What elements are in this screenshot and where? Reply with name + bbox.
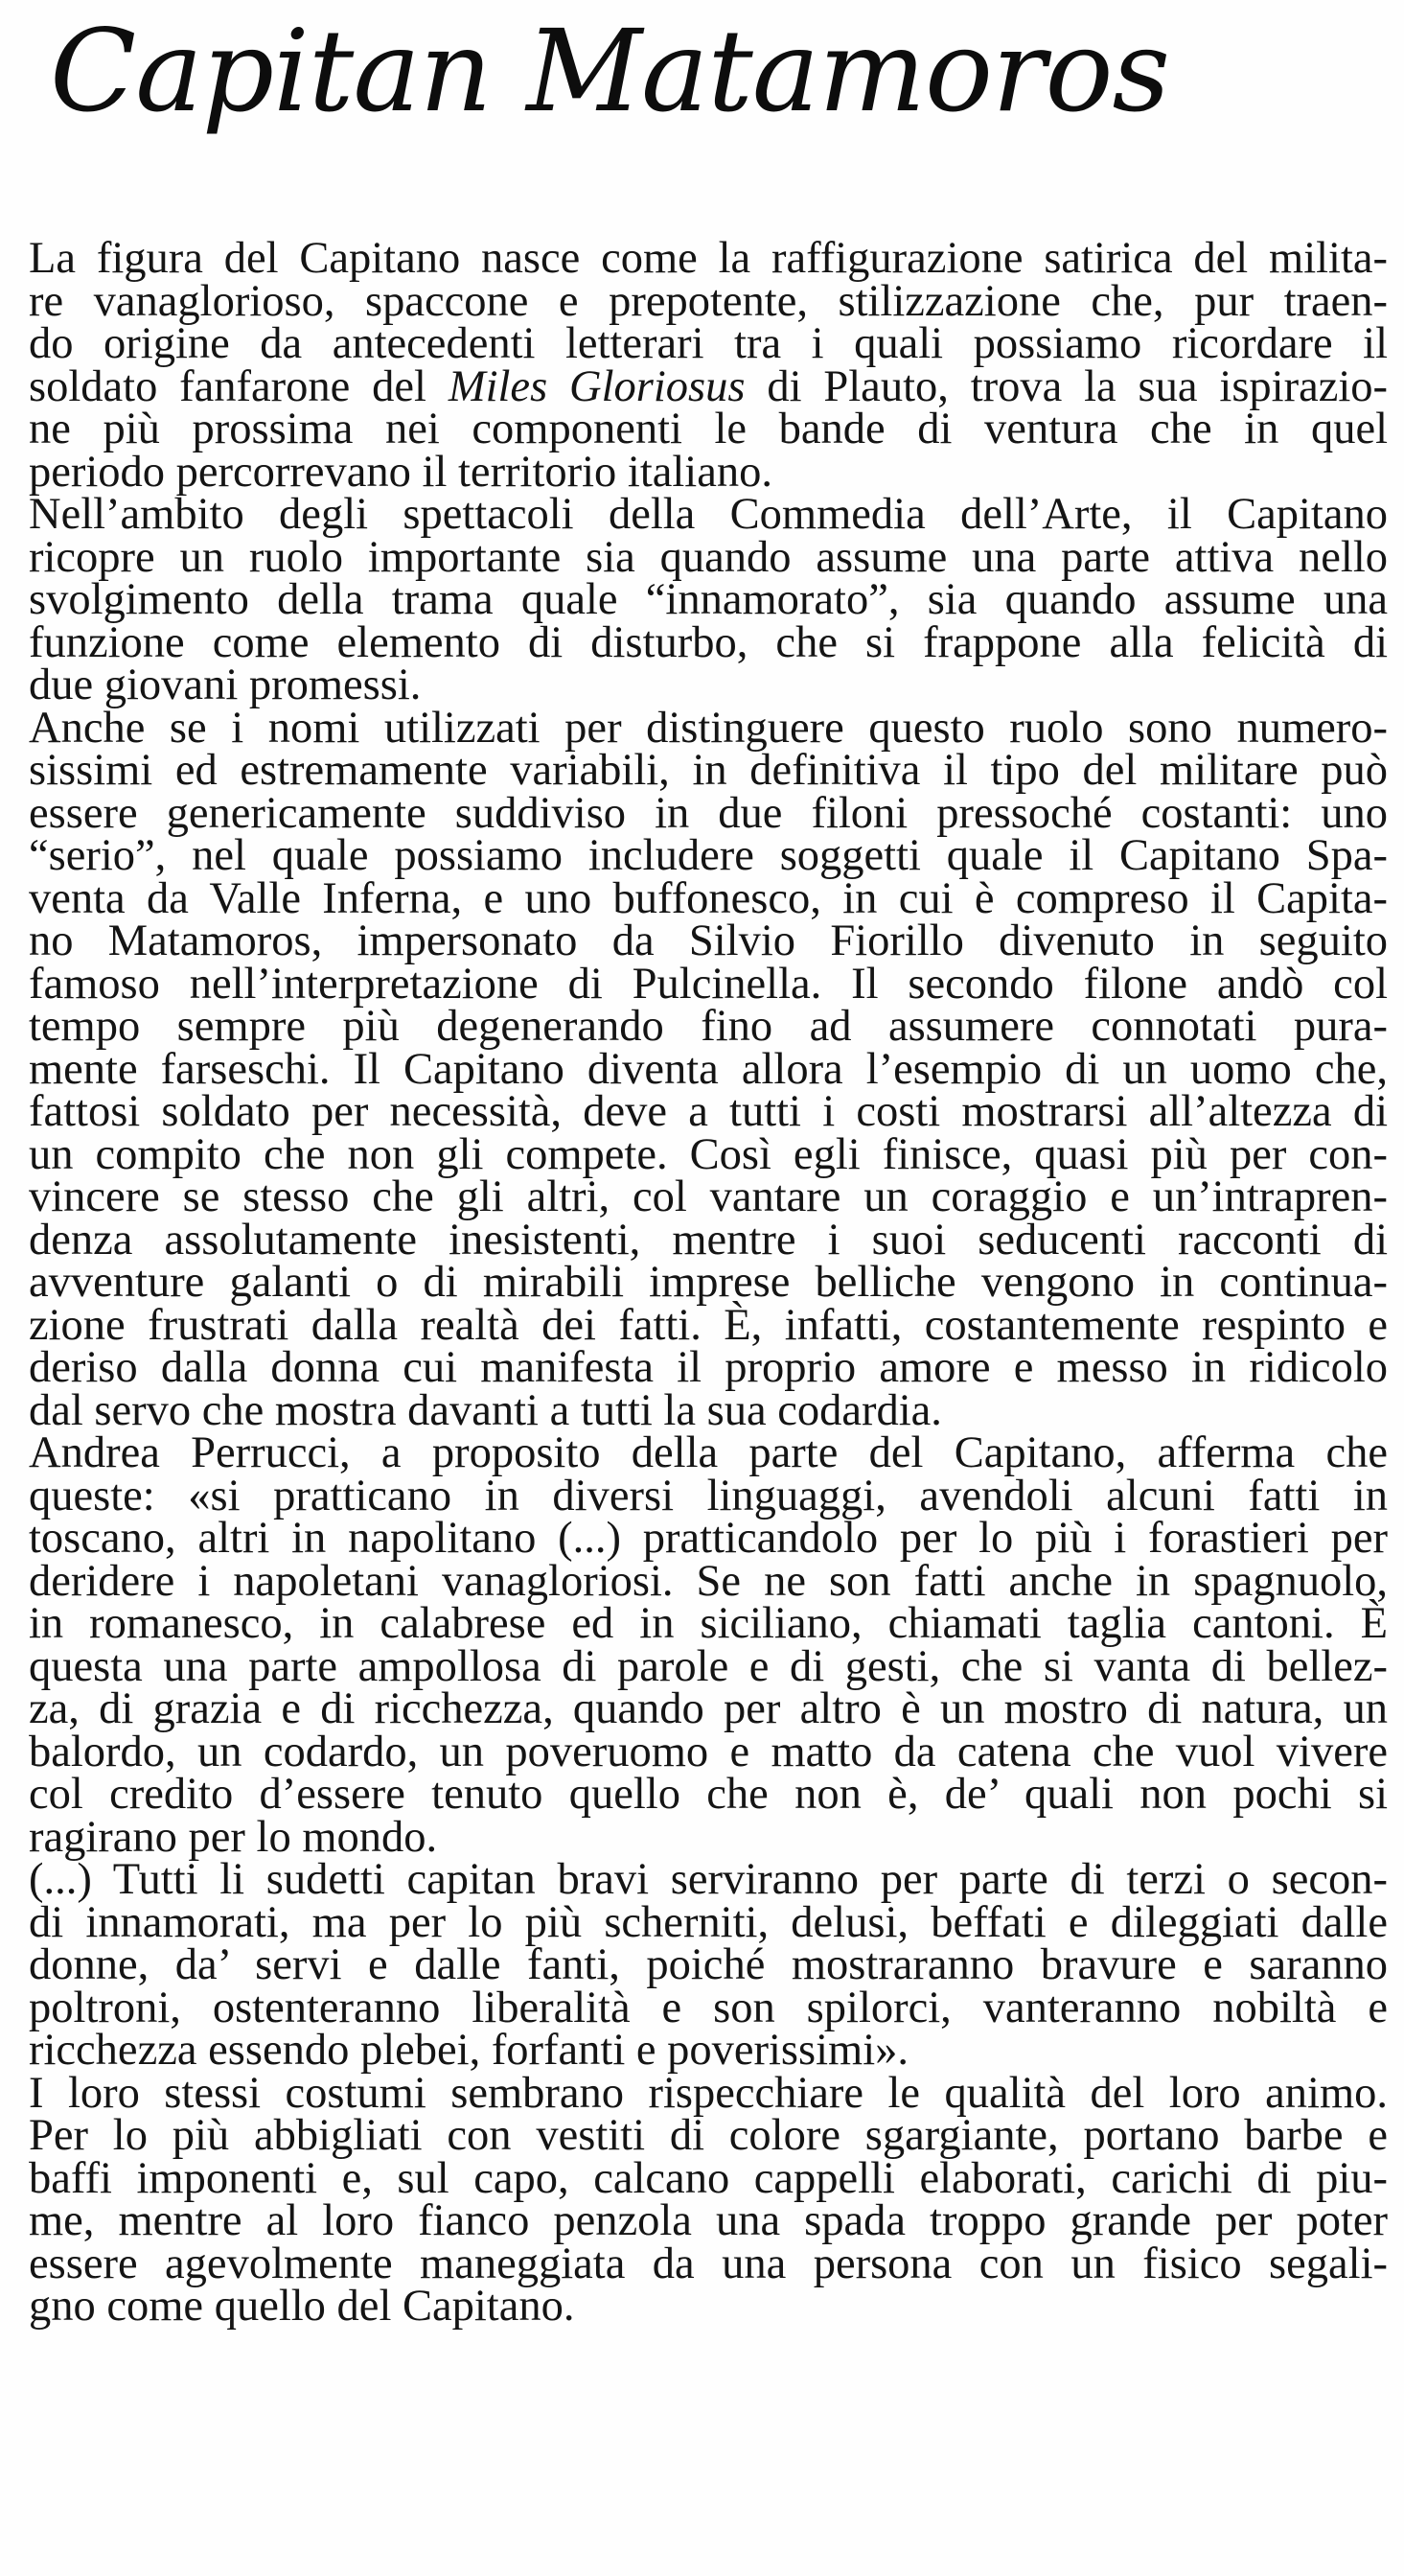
text-line: in romanesco, in calabrese ed in siciliano, chiamati taglia cantoni. È xyxy=(29,1599,1388,1648)
text-line: Nell’ambito degli spettacoli della Commedia dell’Arte, il Capitano xyxy=(29,490,1388,539)
text-line: col credito d’essere tenuto quello che non è, de’ quali non pochi si xyxy=(29,1770,1388,1819)
text-line: fattosi soldato per necessità, deve a tutti i costi mostrarsi all’altezza di xyxy=(29,1087,1388,1136)
text-line: no Matamoros, impersonato da Silvio Fiorillo divenuto in seguito xyxy=(29,917,1388,965)
text-line: poltroni, ostenteranno liberalità e son spilorci, vanteranno nobiltà e xyxy=(29,1983,1388,2032)
text-line: (...) Tutti li sudetti capitan bravi serviranno per parte di terzi o secon- xyxy=(29,1855,1388,1904)
text-line: questa una parte ampollosa di parole e di gesti, che si vanta di bellez- xyxy=(29,1641,1388,1691)
text-line: do origine da antecedenti letterari tra i quali possiamo ricordare il xyxy=(29,319,1388,368)
text-line: ricopre un ruolo importante sia quando assume una parte attiva nello xyxy=(29,532,1388,582)
text-line: deridere i napoletani vanagloriosi. Se ne son fatti anche in spagnuolo, xyxy=(29,1556,1388,1606)
text-line: periodo percorrevano il territorio italiano. xyxy=(29,447,772,497)
text-line: ne più prossima nei componenti le bande di ventura che in quel xyxy=(29,405,1388,453)
text-line: sissimi ed estremamente variabili, in definitiva il tipo del militare può xyxy=(29,746,1388,795)
text-line: ricchezza essendo plebei, forfanti e poverissimi». xyxy=(29,2026,909,2075)
text-line: baffi imponenti e, sul capo, calcano cappelli elaborati, carichi di piu- xyxy=(29,2153,1388,2203)
text-line: denza assolutamente inesistenti, mentre i suoi seducenti racconti di xyxy=(29,1215,1388,1265)
text-line: vincere se stesso che gli altri, col vantare un coraggio e un’intrapren- xyxy=(29,1172,1388,1221)
text-line: tempo sempre più degenerando fino ad assumere connotati pura- xyxy=(29,1002,1388,1051)
text-line: svolgimento della trama quale “innamorato”, sia quando assume una xyxy=(29,575,1388,624)
text-line: queste: «si pratticano in diversi linguaggi, avendoli alcuni fatti in xyxy=(29,1471,1388,1520)
text-line: mente farseschi. Il Capitano diventa allora l’esempio di un uomo che, xyxy=(29,1044,1388,1094)
text-line: due giovani promessi. xyxy=(29,661,422,709)
text-line: essere genericamente suddiviso in due filoni pressoché costanti: uno xyxy=(29,788,1388,838)
italic-work-title: Miles Gloriosus xyxy=(448,361,746,411)
text-line: Anche se i nomi utilizzati per distinguere questo ruolo sono numero- xyxy=(29,703,1388,753)
text-line: Andrea Perrucci, a proposito della parte del Capitano, afferma che xyxy=(29,1428,1388,1477)
text-line: Per lo più abbigliati con vestiti di colore sgargiante, portano barbe e xyxy=(29,2111,1388,2160)
text-line: funzione come elemento di disturbo, che si frappone alla felicità di xyxy=(29,617,1388,667)
text-line: “serio”, nel quale possiamo includere soggetti quale il Capitano Spa- xyxy=(29,831,1388,880)
text-line: toscano, altri in napolitano (...) pratticandolo per lo più i forastieri per xyxy=(29,1514,1388,1563)
text-line: za, di grazia e di ricchezza, quando per altro è un mostro di natura, un xyxy=(29,1684,1388,1733)
text-line: gno come quello del Capitano. xyxy=(29,2282,575,2331)
text-line: di innamorati, ma per lo più scherniti, delusi, beffati e dileggiati dalle xyxy=(29,1897,1388,1947)
text-line: balordo, un codardo, un poveruomo e matto da catena che vuol vivere xyxy=(29,1727,1388,1776)
page-title: Capitan Matamoros xyxy=(50,5,1170,137)
text-line: ragirano per lo mondo. xyxy=(29,1812,438,1862)
text-line: deriso dalla donna cui manifesta il proprio amore e messo in ridicolo xyxy=(29,1343,1388,1392)
text-line: I loro stessi costumi sembrano rispecchiare le qualità del loro animo. xyxy=(29,2068,1388,2118)
text-run: soldato fanfarone del xyxy=(29,361,449,411)
text-line: La figura del Capitano nasce come la raffigurazione satirica del milita- xyxy=(29,234,1388,283)
text-line: donne, da’ servi e dalle fanti, poiché mostraranno bravure e saranno xyxy=(29,1940,1388,1989)
text-line xyxy=(29,361,1389,411)
article-body xyxy=(29,234,1389,2331)
text-line: avventure galanti o di mirabili imprese belliche vengono in continua- xyxy=(29,1258,1388,1307)
text-line: venta da Valle Inferna, e uno buffonesco, in cui è compreso il Capita- xyxy=(29,873,1388,923)
text-line: famoso nell’interpretazione di Pulcinella. Il secondo filone andò col xyxy=(29,959,1388,1009)
text-line: essere agevolmente maneggiata da una persona con un fisico segali- xyxy=(29,2239,1388,2288)
text-run: di Plauto, trova la sua ispirazio- xyxy=(745,361,1389,411)
text-line: un compito che non gli compete. Così egli finisce, quasi più per con- xyxy=(29,1129,1388,1179)
text-line: re vanaglorioso, spaccone e prepotente, stilizzazione che, pur traen- xyxy=(29,276,1388,326)
text-line: me, mentre al loro fianco penzola una spada troppo grande per poter xyxy=(29,2196,1388,2245)
text-line: zione frustrati dalla realtà dei fatti. È, infatti, costantemente respinto e xyxy=(29,1300,1388,1350)
text-line: dal servo che mostra davanti a tutti la sua codardia. xyxy=(29,1385,942,1435)
